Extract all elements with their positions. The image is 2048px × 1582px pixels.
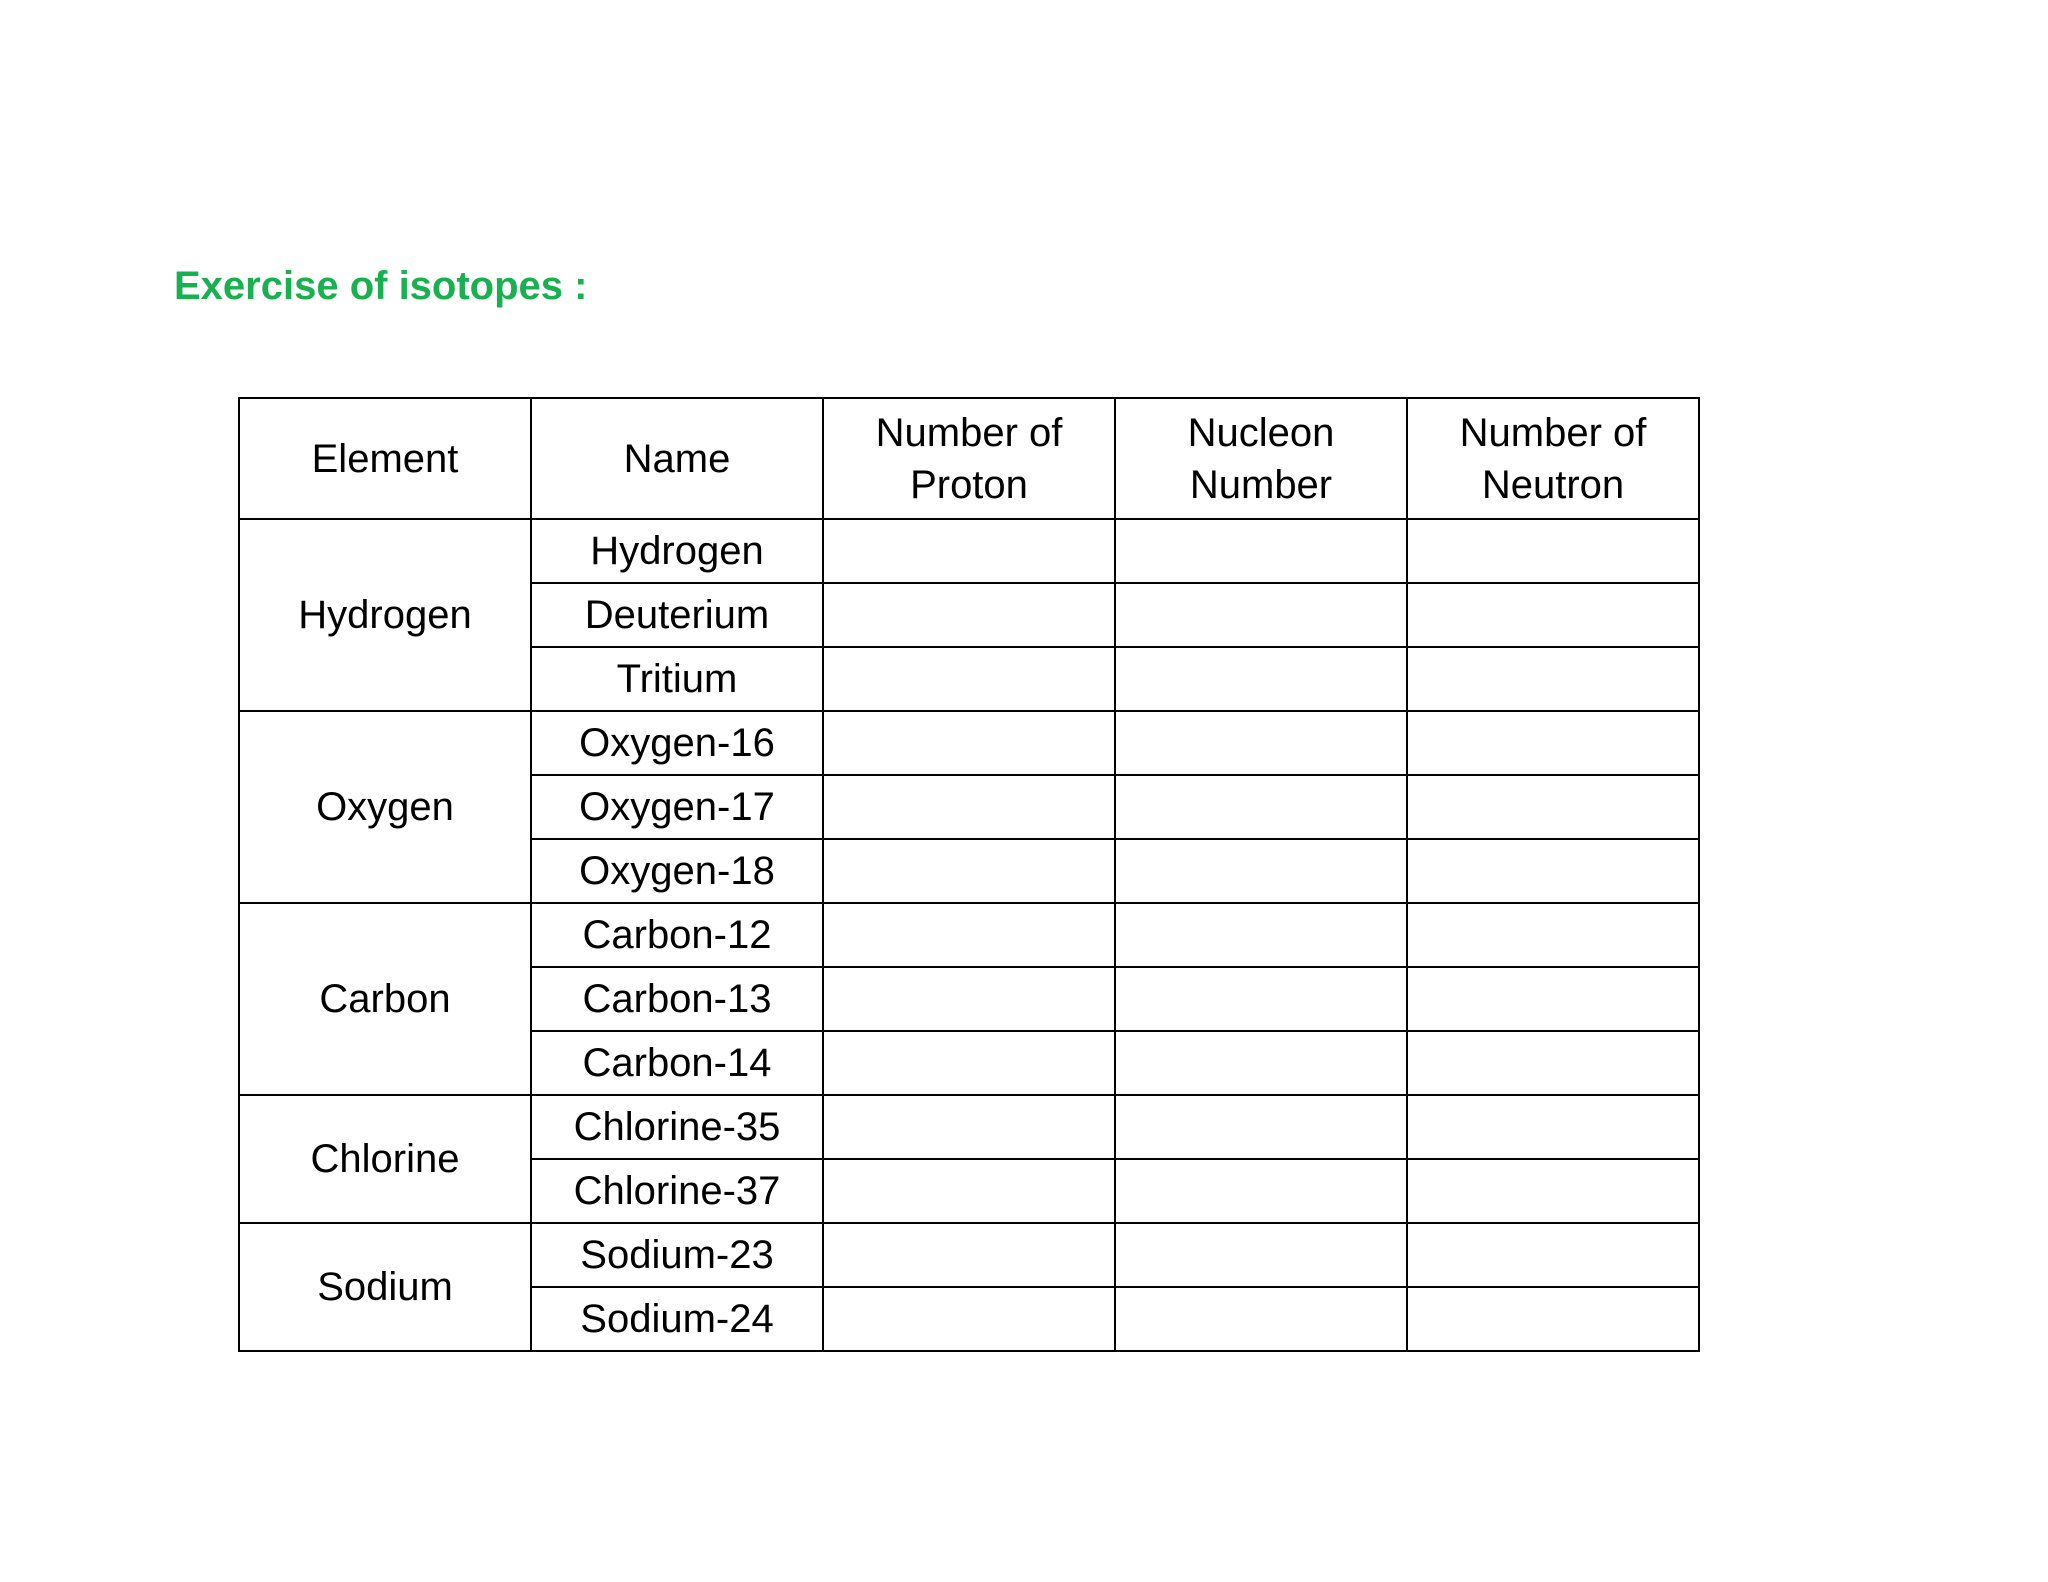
isotope-name-cell: Sodium-23	[531, 1223, 823, 1287]
isotope-name-cell: Chlorine-35	[531, 1095, 823, 1159]
exercise-heading: Exercise of isotopes :	[174, 264, 588, 308]
header-number-of-proton: Number of Proton	[823, 398, 1115, 519]
neutron-count-cell[interactable]	[1407, 1159, 1699, 1223]
table-row	[239, 519, 1699, 583]
nucleon-number-cell[interactable]	[1115, 647, 1407, 711]
isotope-name-cell: Carbon-13	[531, 967, 823, 1031]
proton-count-cell[interactable]	[823, 1031, 1115, 1095]
isotope-name-cell: Oxygen-18	[531, 839, 823, 903]
table-row	[239, 1223, 1699, 1287]
table-row	[239, 711, 1699, 775]
proton-count-cell[interactable]	[823, 1223, 1115, 1287]
nucleon-number-cell[interactable]	[1115, 1159, 1407, 1223]
element-cell: Oxygen	[239, 711, 531, 903]
nucleon-number-cell[interactable]	[1115, 1095, 1407, 1159]
header-name: Name	[531, 398, 823, 519]
element-cell: Sodium	[239, 1223, 531, 1351]
nucleon-number-cell[interactable]	[1115, 775, 1407, 839]
table-row	[239, 1095, 1699, 1159]
isotopes-table	[238, 397, 1700, 1352]
nucleon-number-cell[interactable]	[1115, 1287, 1407, 1351]
isotope-name-cell: Carbon-14	[531, 1031, 823, 1095]
neutron-count-cell[interactable]	[1407, 1287, 1699, 1351]
proton-count-cell[interactable]	[823, 1287, 1115, 1351]
header-nucleon-number: Nucleon Number	[1115, 398, 1407, 519]
neutron-count-cell[interactable]	[1407, 903, 1699, 967]
proton-count-cell[interactable]	[823, 647, 1115, 711]
isotope-name-cell: Tritium	[531, 647, 823, 711]
proton-count-cell[interactable]	[823, 1095, 1115, 1159]
element-cell: Chlorine	[239, 1095, 531, 1223]
proton-count-cell[interactable]	[823, 775, 1115, 839]
neutron-count-cell[interactable]	[1407, 1031, 1699, 1095]
neutron-count-cell[interactable]	[1407, 1223, 1699, 1287]
proton-count-cell[interactable]	[823, 903, 1115, 967]
neutron-count-cell[interactable]	[1407, 647, 1699, 711]
neutron-count-cell[interactable]	[1407, 711, 1699, 775]
table-row	[239, 903, 1699, 967]
isotope-name-cell: Carbon-12	[531, 903, 823, 967]
isotope-name-cell: Oxygen-16	[531, 711, 823, 775]
nucleon-number-cell[interactable]	[1115, 967, 1407, 1031]
proton-count-cell[interactable]	[823, 967, 1115, 1031]
neutron-count-cell[interactable]	[1407, 839, 1699, 903]
header-element: Element	[239, 398, 531, 519]
nucleon-number-cell[interactable]	[1115, 1031, 1407, 1095]
header-number-of-neutron: Number of Neutron	[1407, 398, 1699, 519]
element-cell: Carbon	[239, 903, 531, 1095]
proton-count-cell[interactable]	[823, 839, 1115, 903]
neutron-count-cell[interactable]	[1407, 775, 1699, 839]
nucleon-number-cell[interactable]	[1115, 1223, 1407, 1287]
proton-count-cell[interactable]	[823, 519, 1115, 583]
proton-count-cell[interactable]	[823, 1159, 1115, 1223]
isotope-name-cell: Deuterium	[531, 583, 823, 647]
proton-count-cell[interactable]	[823, 711, 1115, 775]
proton-count-cell[interactable]	[823, 583, 1115, 647]
isotope-name-cell: Oxygen-17	[531, 775, 823, 839]
table-body	[239, 519, 1699, 1351]
nucleon-number-cell[interactable]	[1115, 583, 1407, 647]
neutron-count-cell[interactable]	[1407, 967, 1699, 1031]
element-cell: Hydrogen	[239, 519, 531, 711]
table-header-row	[239, 398, 1699, 519]
isotope-name-cell: Hydrogen	[531, 519, 823, 583]
nucleon-number-cell[interactable]	[1115, 711, 1407, 775]
neutron-count-cell[interactable]	[1407, 583, 1699, 647]
neutron-count-cell[interactable]	[1407, 519, 1699, 583]
nucleon-number-cell[interactable]	[1115, 903, 1407, 967]
neutron-count-cell[interactable]	[1407, 1095, 1699, 1159]
nucleon-number-cell[interactable]	[1115, 519, 1407, 583]
isotope-name-cell: Sodium-24	[531, 1287, 823, 1351]
isotope-name-cell: Chlorine-37	[531, 1159, 823, 1223]
nucleon-number-cell[interactable]	[1115, 839, 1407, 903]
